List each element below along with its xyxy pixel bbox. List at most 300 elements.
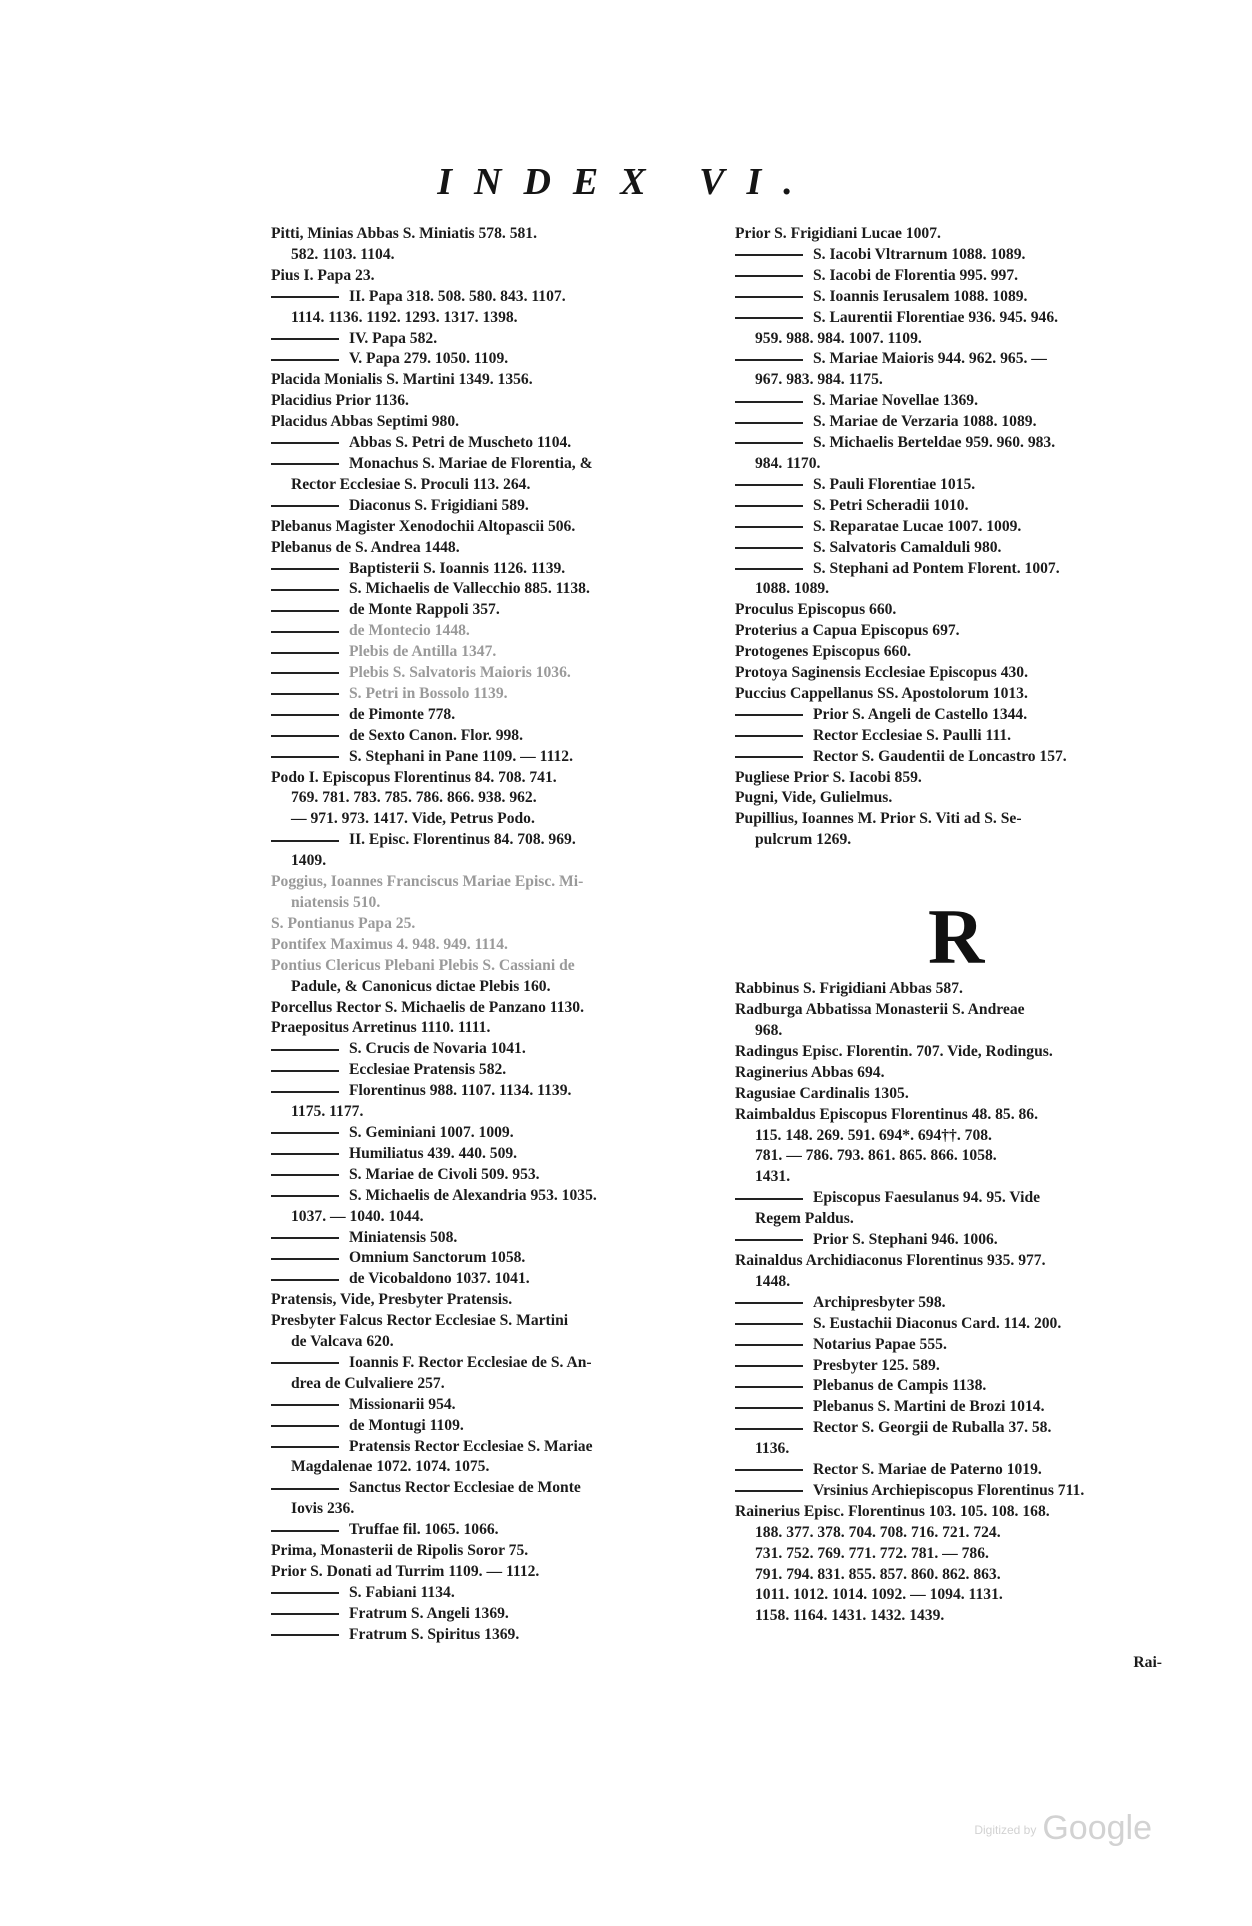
index-entry — [735, 768, 1175, 789]
ditto-dash — [271, 1613, 339, 1615]
ditto-dash — [271, 1258, 339, 1260]
entry-text: S. Petri Scheradii 1010. — [813, 496, 969, 514]
index-entry — [735, 1418, 1175, 1439]
entry-text: S. Reparatae Lucae 1007. 1009. — [813, 517, 1022, 535]
entry-text: 781. — 786. 793. 861. 865. 866. 1058. — [755, 1147, 997, 1165]
entry-text: S. Salvatoris Camalduli 980. — [813, 538, 1002, 556]
index-section-r — [735, 979, 1175, 1627]
entry-text: Prima, Monasterii de Ripolis Soror 75. — [271, 1542, 529, 1560]
index-entry — [271, 538, 711, 559]
index-entry — [735, 809, 1175, 830]
entry-text: Monachus S. Mariae de Florentia, & — [349, 454, 593, 472]
index-entry — [271, 579, 711, 600]
index-entry — [271, 1186, 711, 1207]
index-entry — [271, 559, 711, 580]
ditto-dash — [271, 1049, 339, 1051]
ditto-dash — [735, 1344, 803, 1346]
entry-text: Rainaldus Archidiaconus Florentinus 935. 977. — [735, 1251, 1046, 1269]
index-entry — [735, 1356, 1175, 1377]
entry-text: pulcrum 1269. — [755, 831, 852, 849]
index-entry — [271, 1207, 711, 1228]
index-entry — [271, 705, 711, 726]
ditto-dash — [735, 317, 803, 319]
entry-text: S. Mariae Novellae 1369. — [813, 392, 978, 410]
entry-text: S. Michaelis de Vallecchio 885. 1138. — [349, 580, 590, 598]
ditto-dash — [735, 401, 803, 403]
ditto-dash — [271, 610, 339, 612]
entry-text: Humiliatus 439. 440. 509. — [349, 1144, 518, 1162]
entry-text: S. Fabiani 1134. — [349, 1583, 455, 1601]
entry-text: Padule, & Canonicus dictae Plebis 160. — [291, 977, 551, 995]
index-entry — [271, 1625, 711, 1646]
index-entry — [271, 893, 711, 914]
index-entry — [735, 1293, 1175, 1314]
index-entry — [735, 391, 1175, 412]
entry-text: S. Petri in Bossolo 1139. — [349, 684, 508, 702]
ditto-dash — [271, 505, 339, 507]
index-entry — [735, 517, 1175, 538]
index-entry — [271, 1290, 711, 1311]
index-entry — [271, 1374, 711, 1395]
entry-text: 769. 781. 783. 785. 786. 866. 938. 962. — [291, 789, 537, 807]
index-entry — [735, 979, 1175, 1000]
index-entry — [735, 1523, 1175, 1544]
ditto-dash — [271, 1362, 339, 1364]
entry-text: Podo I. Episcopus Florentinus 84. 708. 741. — [271, 768, 557, 786]
index-entry — [271, 1457, 711, 1478]
index-entry — [271, 1039, 711, 1060]
ditto-dash — [735, 442, 803, 444]
index-entry — [271, 747, 711, 768]
index-entry — [271, 684, 711, 705]
entry-text: S. Mariae Maioris 944. 962. 965. — — [813, 350, 1047, 368]
entry-text: Presbyter 125. 589. — [813, 1356, 940, 1374]
index-entry — [735, 1376, 1175, 1397]
section-letter-r: R — [928, 893, 985, 980]
index-entry — [735, 349, 1175, 370]
ditto-dash — [735, 1323, 803, 1325]
index-entry — [735, 1230, 1175, 1251]
entry-text: Plebanus de Campis 1138. — [813, 1377, 987, 1395]
entry-text: S. Mariae de Civoli 509. 953. — [349, 1165, 540, 1183]
entry-text: 1011. 1012. 1014. 1092. — 1094. 1131. — [755, 1586, 1003, 1604]
index-entry — [735, 1544, 1175, 1565]
entry-text: Proterius a Capua Episcopus 697. — [735, 622, 960, 640]
index-entry — [271, 266, 711, 287]
entry-text: Placidius Prior 1136. — [271, 392, 409, 410]
index-entry — [735, 412, 1175, 433]
entry-text: Prior S. Angeli de Castello 1344. — [813, 705, 1028, 723]
index-entry — [271, 768, 711, 789]
ditto-dash — [271, 1446, 339, 1448]
entry-text: Protogenes Episcopus 660. — [735, 643, 912, 661]
entry-text: Pitti, Minias Abbas S. Miniatis 578. 581. — [271, 225, 537, 242]
entry-text: Pugliese Prior S. Iacobi 859. — [735, 768, 922, 786]
ditto-dash — [271, 1237, 339, 1239]
entry-text: S. Geminiani 1007. 1009. — [349, 1123, 514, 1141]
entry-text: Placida Monialis S. Martini 1349. 1356. — [271, 371, 533, 389]
index-entry — [735, 433, 1175, 454]
ditto-dash — [271, 1425, 339, 1427]
entry-text: de Pimonte 778. — [349, 705, 456, 723]
index-entry — [735, 621, 1175, 642]
index-entry — [735, 663, 1175, 684]
index-entry — [735, 1502, 1175, 1523]
entry-text: Iovis 236. — [291, 1500, 355, 1518]
entry-text: 582. 1103. 1104. — [291, 245, 395, 263]
index-entry — [735, 1063, 1175, 1084]
index-entry — [271, 830, 711, 851]
entry-text: drea de Culvaliere 257. — [291, 1374, 445, 1392]
entry-text: de Valcava 620. — [291, 1333, 394, 1351]
entry-text: Puccius Cappellanus SS. Apostolorum 1013. — [735, 684, 1028, 702]
entry-text: S. Iacobi Vltrarnum 1088. 1089. — [813, 245, 1026, 263]
ditto-dash — [271, 1174, 339, 1176]
ditto-dash — [271, 1195, 339, 1197]
entry-text: Protoya Saginensis Ecclesiae Episcopus 430. — [735, 664, 1028, 682]
ditto-dash — [271, 693, 339, 695]
ditto-dash — [735, 484, 803, 486]
index-entry — [271, 1018, 711, 1039]
index-entry — [271, 1060, 711, 1081]
ditto-dash — [271, 1530, 339, 1532]
entry-text: Pratensis, Vide, Presbyter Pratensis. — [271, 1291, 513, 1309]
index-entry — [271, 1123, 711, 1144]
ditto-dash — [735, 1365, 803, 1367]
entry-text: 1431. — [755, 1168, 791, 1186]
index-entry — [271, 433, 711, 454]
entry-text: Radburga Abbatissa Monasterii S. Andreae — [735, 1001, 1025, 1019]
index-entry — [271, 287, 711, 308]
index-entry — [271, 1311, 711, 1332]
entry-text: Ecclesiae Pratensis 582. — [349, 1061, 507, 1079]
index-entry — [271, 1228, 711, 1249]
entry-text: Pontifex Maximus 4. 948. 949. 1114. — [271, 935, 508, 953]
entry-text: Archipresbyter 598. — [813, 1293, 946, 1311]
index-entry — [271, 1353, 711, 1374]
ditto-dash — [735, 714, 803, 716]
ditto-dash — [271, 840, 339, 842]
ditto-dash — [271, 463, 339, 465]
index-entry — [735, 1272, 1175, 1293]
entry-text: 1448. — [755, 1272, 791, 1290]
ditto-dash — [271, 442, 339, 444]
entry-text: 791. 794. 831. 855. 857. 860. 862. 863. — [755, 1565, 1001, 1583]
index-entry — [735, 496, 1175, 517]
index-entry — [271, 1583, 711, 1604]
entry-text: Pius I. Papa 23. — [271, 266, 375, 284]
ditto-dash — [271, 1091, 339, 1093]
ditto-dash — [735, 254, 803, 256]
index-entry — [735, 559, 1175, 580]
index-entry — [271, 872, 711, 893]
entry-text: — 971. 973. 1417. Vide, Petrus Podo. — [291, 810, 535, 828]
index-entry — [271, 851, 711, 872]
index-entry — [271, 1102, 711, 1123]
index-entry — [271, 1604, 711, 1625]
index-entry — [271, 621, 711, 642]
ditto-dash — [271, 1488, 339, 1490]
index-entry — [735, 475, 1175, 496]
entry-text: II. Papa 318. 508. 580. 843. 1107. — [349, 287, 566, 305]
index-entry — [271, 642, 711, 663]
index-entry — [735, 538, 1175, 559]
index-entry — [735, 1585, 1175, 1606]
ditto-dash — [735, 1407, 803, 1409]
index-entry — [735, 245, 1175, 266]
index-entry — [271, 1144, 711, 1165]
index-entry — [735, 454, 1175, 475]
entry-text: Florentinus 988. 1107. 1134. 1139. — [349, 1082, 572, 1100]
ditto-dash — [271, 652, 339, 654]
index-entry — [735, 1439, 1175, 1460]
entry-text: 1037. — 1040. 1044. — [291, 1207, 424, 1225]
index-entry — [271, 412, 711, 433]
ditto-dash — [271, 1153, 339, 1155]
entry-text: IV. Papa 582. — [349, 329, 438, 347]
index-entry — [735, 830, 1175, 851]
ditto-dash — [735, 756, 803, 758]
entry-text: Plebanus Magister Xenodochii Altopascii 506. — [271, 517, 576, 535]
index-entry — [735, 1397, 1175, 1418]
index-entry — [735, 329, 1175, 350]
entry-text: Plebis de Antilla 1347. — [349, 643, 497, 661]
ditto-dash — [735, 1239, 803, 1241]
index-entry — [735, 1000, 1175, 1021]
index-entry — [735, 1335, 1175, 1356]
index-entry — [271, 1165, 711, 1186]
entry-text: S. Stephani ad Pontem Florent. 1007. — [813, 559, 1060, 577]
entry-text: II. Episc. Florentinus 84. 708. 969. — [349, 831, 576, 849]
entry-text: S. Michaelis Berteldae 959. 960. 983. — [813, 434, 1056, 452]
ditto-dash — [271, 1634, 339, 1636]
entry-text: Presbyter Falcus Rector Ecclesiae S. Martini — [271, 1312, 569, 1330]
ditto-dash — [735, 1490, 803, 1492]
index-entry — [735, 726, 1175, 747]
index-entry — [271, 600, 711, 621]
ditto-dash — [735, 296, 803, 298]
entry-text: de Vicobaldono 1037. 1041. — [349, 1270, 530, 1288]
index-entry — [735, 1126, 1175, 1147]
index-entry — [271, 1541, 711, 1562]
index-entry — [735, 747, 1175, 768]
index-entry — [271, 349, 711, 370]
ditto-dash — [271, 568, 339, 570]
index-entry — [271, 1081, 711, 1102]
entry-text: Radingus Episc. Florentin. 707. Vide, Rodingus. — [735, 1042, 1053, 1060]
entry-text: 1114. 1136. 1192. 1293. 1317. 1398. — [291, 308, 518, 326]
entry-text: Rabbinus S. Frigidiani Abbas 587. — [735, 980, 963, 998]
entry-text: Fratrum S. Spiritus 1369. — [349, 1625, 520, 1643]
entry-text: Vrsinius Archiepiscopus Florentinus 711. — [813, 1481, 1085, 1499]
index-entry — [271, 475, 711, 496]
index-entry — [735, 788, 1175, 809]
entry-text: de Sexto Canon. Flor. 998. — [349, 726, 523, 744]
entry-text: 1158. 1164. 1431. 1432. 1439. — [755, 1607, 945, 1625]
ditto-dash — [735, 422, 803, 424]
entry-text: 731. 752. 769. 771. 772. 781. — 786. — [755, 1544, 989, 1562]
entry-text: 967. 983. 984. 1175. — [755, 371, 883, 389]
ditto-dash — [271, 1404, 339, 1406]
index-entry — [735, 684, 1175, 705]
entry-text: S. Pauli Florentiae 1015. — [813, 475, 976, 493]
entry-text: Prior S. Frigidiani Lucae 1007. — [735, 225, 941, 242]
ditto-dash — [735, 568, 803, 570]
entry-text: Baptisterii S. Ioannis 1126. 1139. — [349, 559, 566, 577]
index-entry — [735, 600, 1175, 621]
ditto-dash — [271, 1132, 339, 1134]
entry-text: Prior S. Stephani 946. 1006. — [813, 1231, 998, 1249]
index-entry — [271, 224, 711, 245]
index-entry — [735, 1084, 1175, 1105]
index-entry — [735, 1481, 1175, 1502]
ditto-dash — [271, 296, 339, 298]
index-entry — [271, 809, 711, 830]
entry-text: Ragusiae Cardinalis 1305. — [735, 1084, 909, 1102]
index-entry — [271, 998, 711, 1019]
ditto-dash — [735, 735, 803, 737]
entry-text: Pupillius, Ioannes M. Prior S. Viti ad S. Se- — [735, 810, 1022, 828]
index-entry — [735, 1167, 1175, 1188]
ditto-dash — [271, 1279, 339, 1281]
entry-text: Poggius, Ioannes Franciscus Mariae Episc. Mi- — [271, 873, 584, 891]
index-entry — [735, 266, 1175, 287]
index-entry — [735, 642, 1175, 663]
entry-text: S. Iacobi de Florentia 995. 997. — [813, 266, 1019, 284]
entry-text: Notarius Papae 555. — [813, 1335, 947, 1353]
entry-text: Rector Ecclesiae S. Proculi 113. 264. — [291, 475, 531, 493]
entry-text: Pratensis Rector Ecclesiae S. Mariae — [349, 1437, 593, 1455]
index-entry — [271, 726, 711, 747]
index-entry — [271, 517, 711, 538]
index-entry — [735, 1021, 1175, 1042]
entry-text: Sanctus Rector Ecclesiae de Monte — [349, 1479, 581, 1497]
index-entry — [271, 391, 711, 412]
ditto-dash — [271, 714, 339, 716]
index-entry — [735, 224, 1175, 245]
ditto-dash — [271, 756, 339, 758]
entry-text: Placidus Abbas Septimi 980. — [271, 413, 460, 431]
ditto-dash — [271, 589, 339, 591]
index-entry — [735, 1565, 1175, 1586]
index-entry — [271, 977, 711, 998]
index-entry — [271, 956, 711, 977]
ditto-dash — [735, 1428, 803, 1430]
ditto-dash — [735, 505, 803, 507]
entry-text: V. Papa 279. 1050. 1109. — [349, 350, 509, 368]
entry-text: Plebanus de S. Andrea 1448. — [271, 538, 460, 556]
entry-text: Rector S. Georgii de Ruballa 37. 58. — [813, 1419, 1052, 1437]
entry-text: Raimbaldus Episcopus Florentinus 48. 85. 86. — [735, 1105, 1038, 1123]
entry-text: S. Stephani in Pane 1109. — 1112. — [349, 747, 573, 765]
index-entry — [735, 1606, 1175, 1627]
index-entry — [735, 1209, 1175, 1230]
entry-text: Abbas S. Petri de Muscheto 1104. — [349, 434, 572, 452]
index-entry — [271, 663, 711, 684]
index-entry — [735, 287, 1175, 308]
ditto-dash — [735, 1469, 803, 1471]
ditto-dash — [735, 526, 803, 528]
entry-text: S. Eustachii Diaconus Card. 114. 200. — [813, 1314, 1062, 1332]
ditto-dash — [271, 359, 339, 361]
entry-text: 188. 377. 378. 704. 708. 716. 721. 724. — [755, 1523, 1001, 1541]
index-entry — [735, 370, 1175, 391]
entry-text: Truffae fil. 1065. 1066. — [349, 1521, 499, 1539]
ditto-dash — [271, 735, 339, 737]
digitized-watermark — [974, 1809, 1152, 1848]
entry-text: 1136. — [755, 1440, 790, 1458]
entry-text: Prior S. Donati ad Turrim 1109. — 1112. — [271, 1563, 540, 1580]
index-entry — [271, 370, 711, 391]
ditto-dash — [735, 359, 803, 361]
index-entry — [735, 308, 1175, 329]
entry-text: 1175. 1177. — [291, 1103, 364, 1121]
entry-text: Plebanus S. Martini de Brozi 1014. — [813, 1398, 1045, 1416]
entry-text: S. Pontianus Papa 25. — [271, 914, 416, 932]
ditto-dash — [735, 275, 803, 277]
index-entry — [735, 705, 1175, 726]
entry-text: Raginerius Abbas 694. — [735, 1063, 885, 1081]
entry-text: S. Ioannis Ierusalem 1088. 1089. — [813, 287, 1028, 305]
ditto-dash — [271, 631, 339, 633]
index-entry — [271, 914, 711, 935]
index-entry — [735, 1042, 1175, 1063]
index-entry — [271, 1416, 711, 1437]
index-entry — [271, 1478, 711, 1499]
watermark-brand: Google — [1042, 1809, 1152, 1847]
entry-text: Proculus Episcopus 660. — [735, 601, 897, 619]
entry-text: Missionarii 954. — [349, 1395, 456, 1413]
entry-text: Rector S. Gaudentii de Loncastro 157. — [813, 747, 1067, 765]
entry-text: Porcellus Rector S. Michaelis de Panzano 1130. — [271, 998, 585, 1016]
entry-text: Episcopus Faesulanus 94. 95. Vide — [813, 1189, 1041, 1207]
index-column-left — [271, 224, 711, 1646]
index-entry — [271, 1269, 711, 1290]
index-entry — [271, 1520, 711, 1541]
entry-text: 1088. 1089. — [755, 580, 830, 598]
ditto-dash — [735, 1386, 803, 1388]
entry-text: niatensis 510. — [291, 894, 381, 911]
entry-text: Ioannis F. Rector Ecclesiae de S. An- — [349, 1353, 592, 1371]
page-title: INDEX VI. — [437, 161, 815, 203]
entry-text: 115. 148. 269. 591. 694*. 694††. 708. — [755, 1126, 992, 1144]
entry-text: Praepositus Arretinus 1110. 1111. — [271, 1019, 491, 1037]
catchword: Rai- — [1133, 1654, 1162, 1671]
index-entry — [735, 1146, 1175, 1167]
entry-text: S. Mariae de Verzaria 1088. 1089. — [813, 413, 1037, 431]
entry-text: Rector S. Mariae de Paterno 1019. — [813, 1461, 1042, 1479]
index-entry — [271, 496, 711, 517]
ditto-dash — [271, 338, 339, 340]
entry-text: S. Michaelis de Alexandria 953. 1035. — [349, 1186, 597, 1204]
index-entry — [271, 1437, 711, 1458]
index-entry — [271, 1395, 711, 1416]
entry-text: Magdalenae 1072. 1074. 1075. — [291, 1458, 490, 1476]
index-entry — [271, 1332, 711, 1353]
entry-text: de Monte Rappoli 357. — [349, 601, 500, 619]
entry-text: de Montecio 1448. — [349, 622, 470, 640]
entry-text: Rector Ecclesiae S. Paulli 111. — [813, 726, 1012, 744]
index-entry — [271, 329, 711, 350]
index-entry — [735, 1251, 1175, 1272]
index-entry — [735, 1188, 1175, 1209]
watermark-prefix: Digitized by — [974, 1823, 1037, 1838]
index-entry — [271, 308, 711, 329]
index-entry — [271, 788, 711, 809]
entry-text: Pontius Clericus Plebani Plebis S. Cassiani de — [271, 956, 575, 974]
ditto-dash — [271, 1070, 339, 1072]
entry-text: Regem Paldus. — [755, 1210, 854, 1228]
